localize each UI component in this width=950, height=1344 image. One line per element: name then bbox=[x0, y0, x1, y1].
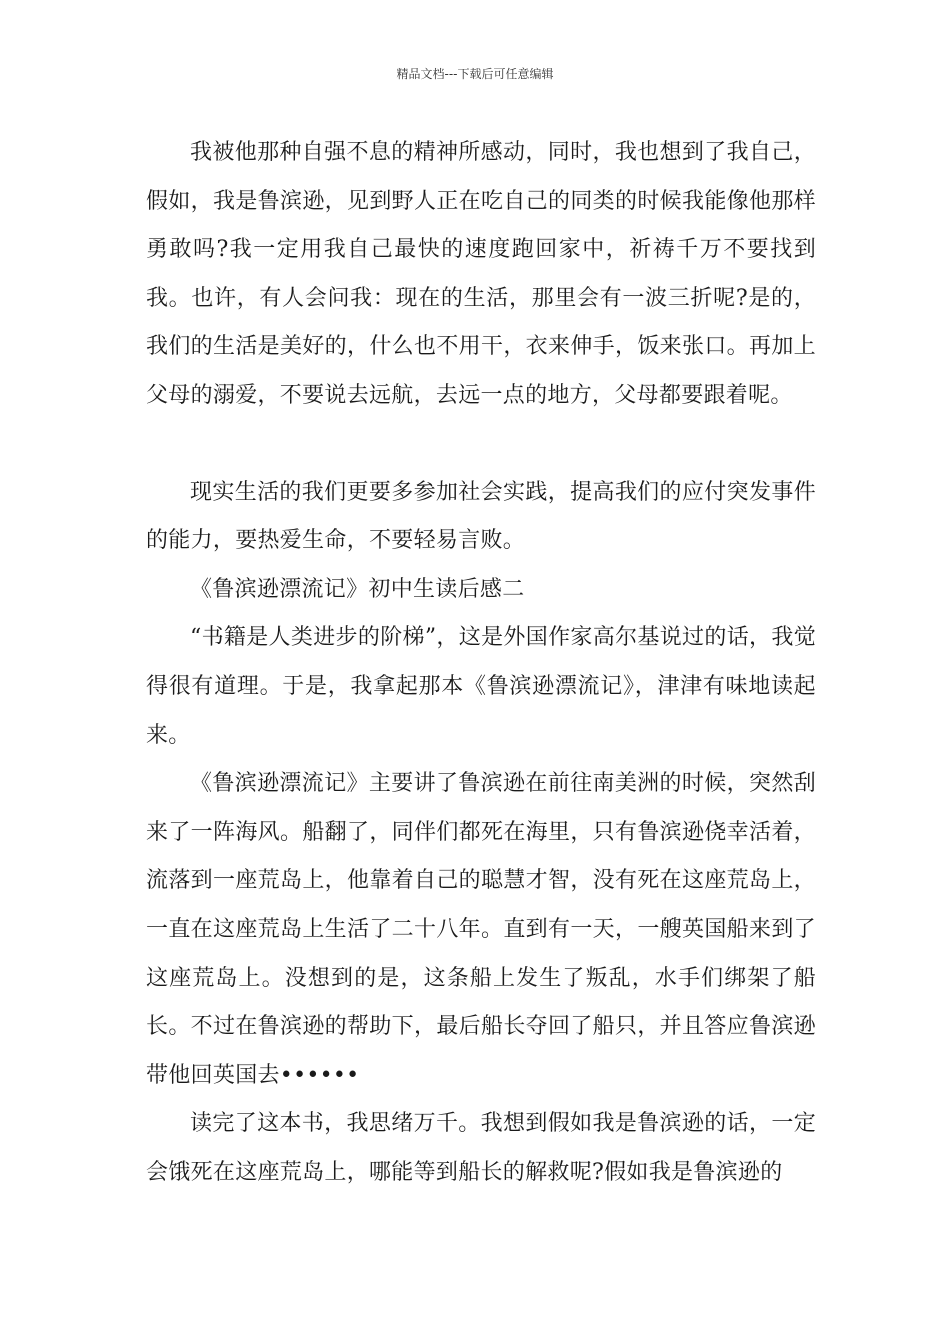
paragraph-5: 读完了这本书，我思绪万千。我想到假如我是鲁滨逊的话，一定会饿死在这座荒岛上，哪能等到船长的解救呢?假如我是鲁滨逊的 bbox=[146, 1111, 816, 1185]
page-header: 精品文档---下载后可任意编辑 bbox=[396, 67, 554, 81]
paragraph-3: “书籍是人类进步的阶梯”，这是外国作家高尔基说过的话，我觉得很有道理。于是，我拿起那本《鲁滨逊漂流记》，津津有味地读起来。 bbox=[146, 625, 816, 748]
section-title: 《鲁滨逊漂流记》初中生读后感二 bbox=[190, 576, 525, 602]
paragraph-2: 现实生活的我们更要多参加社会实践，提高我们的应付突发事件的能力，要热爱生命，不要轻易言败。 bbox=[146, 479, 816, 554]
document-body bbox=[146, 129, 816, 1197]
paragraph-gap bbox=[146, 421, 816, 469]
paragraph-4: 《鲁滨逊漂流记》主要讲了鲁滨逊在前往南美洲的时候，突然刮来了一阵海风。船翻了，同伴们都死在海里，只有鲁滨逊侥幸活着，流落到一座荒岛上，他靠着自己的聪慧才智，没有死在这座荒岛上，一直在这座荒岛上生活了二十八年。直到有一天，一艘英国船来到了这座荒岛上。没想到的是，这条船上发生了叛乱，水手们绑架了船长。不过在鲁滨逊的帮助下，最后船长夺回了船只，并且答应鲁滨逊带他回英国去•••••• bbox=[146, 771, 816, 1088]
paragraph-1: 我被他那种自强不息的精神所感动，同时，我也想到了我自己，假如，我是鲁滨逊，见到野人正在吃自己的同类的时候我能像他那样勇敢吗?我一定用我自己最快的速度跑回家中，祈祷千万不要找到我。也许，有人会问我：现在的生活，那里会有一波三折呢?是的，我们的生活是美好的，什么也不用干，衣来伸手，饭来张口。再加上父母的溺爱，不要说去远航，去远一点的地方，父母都要跟着呢。 bbox=[146, 140, 816, 408]
